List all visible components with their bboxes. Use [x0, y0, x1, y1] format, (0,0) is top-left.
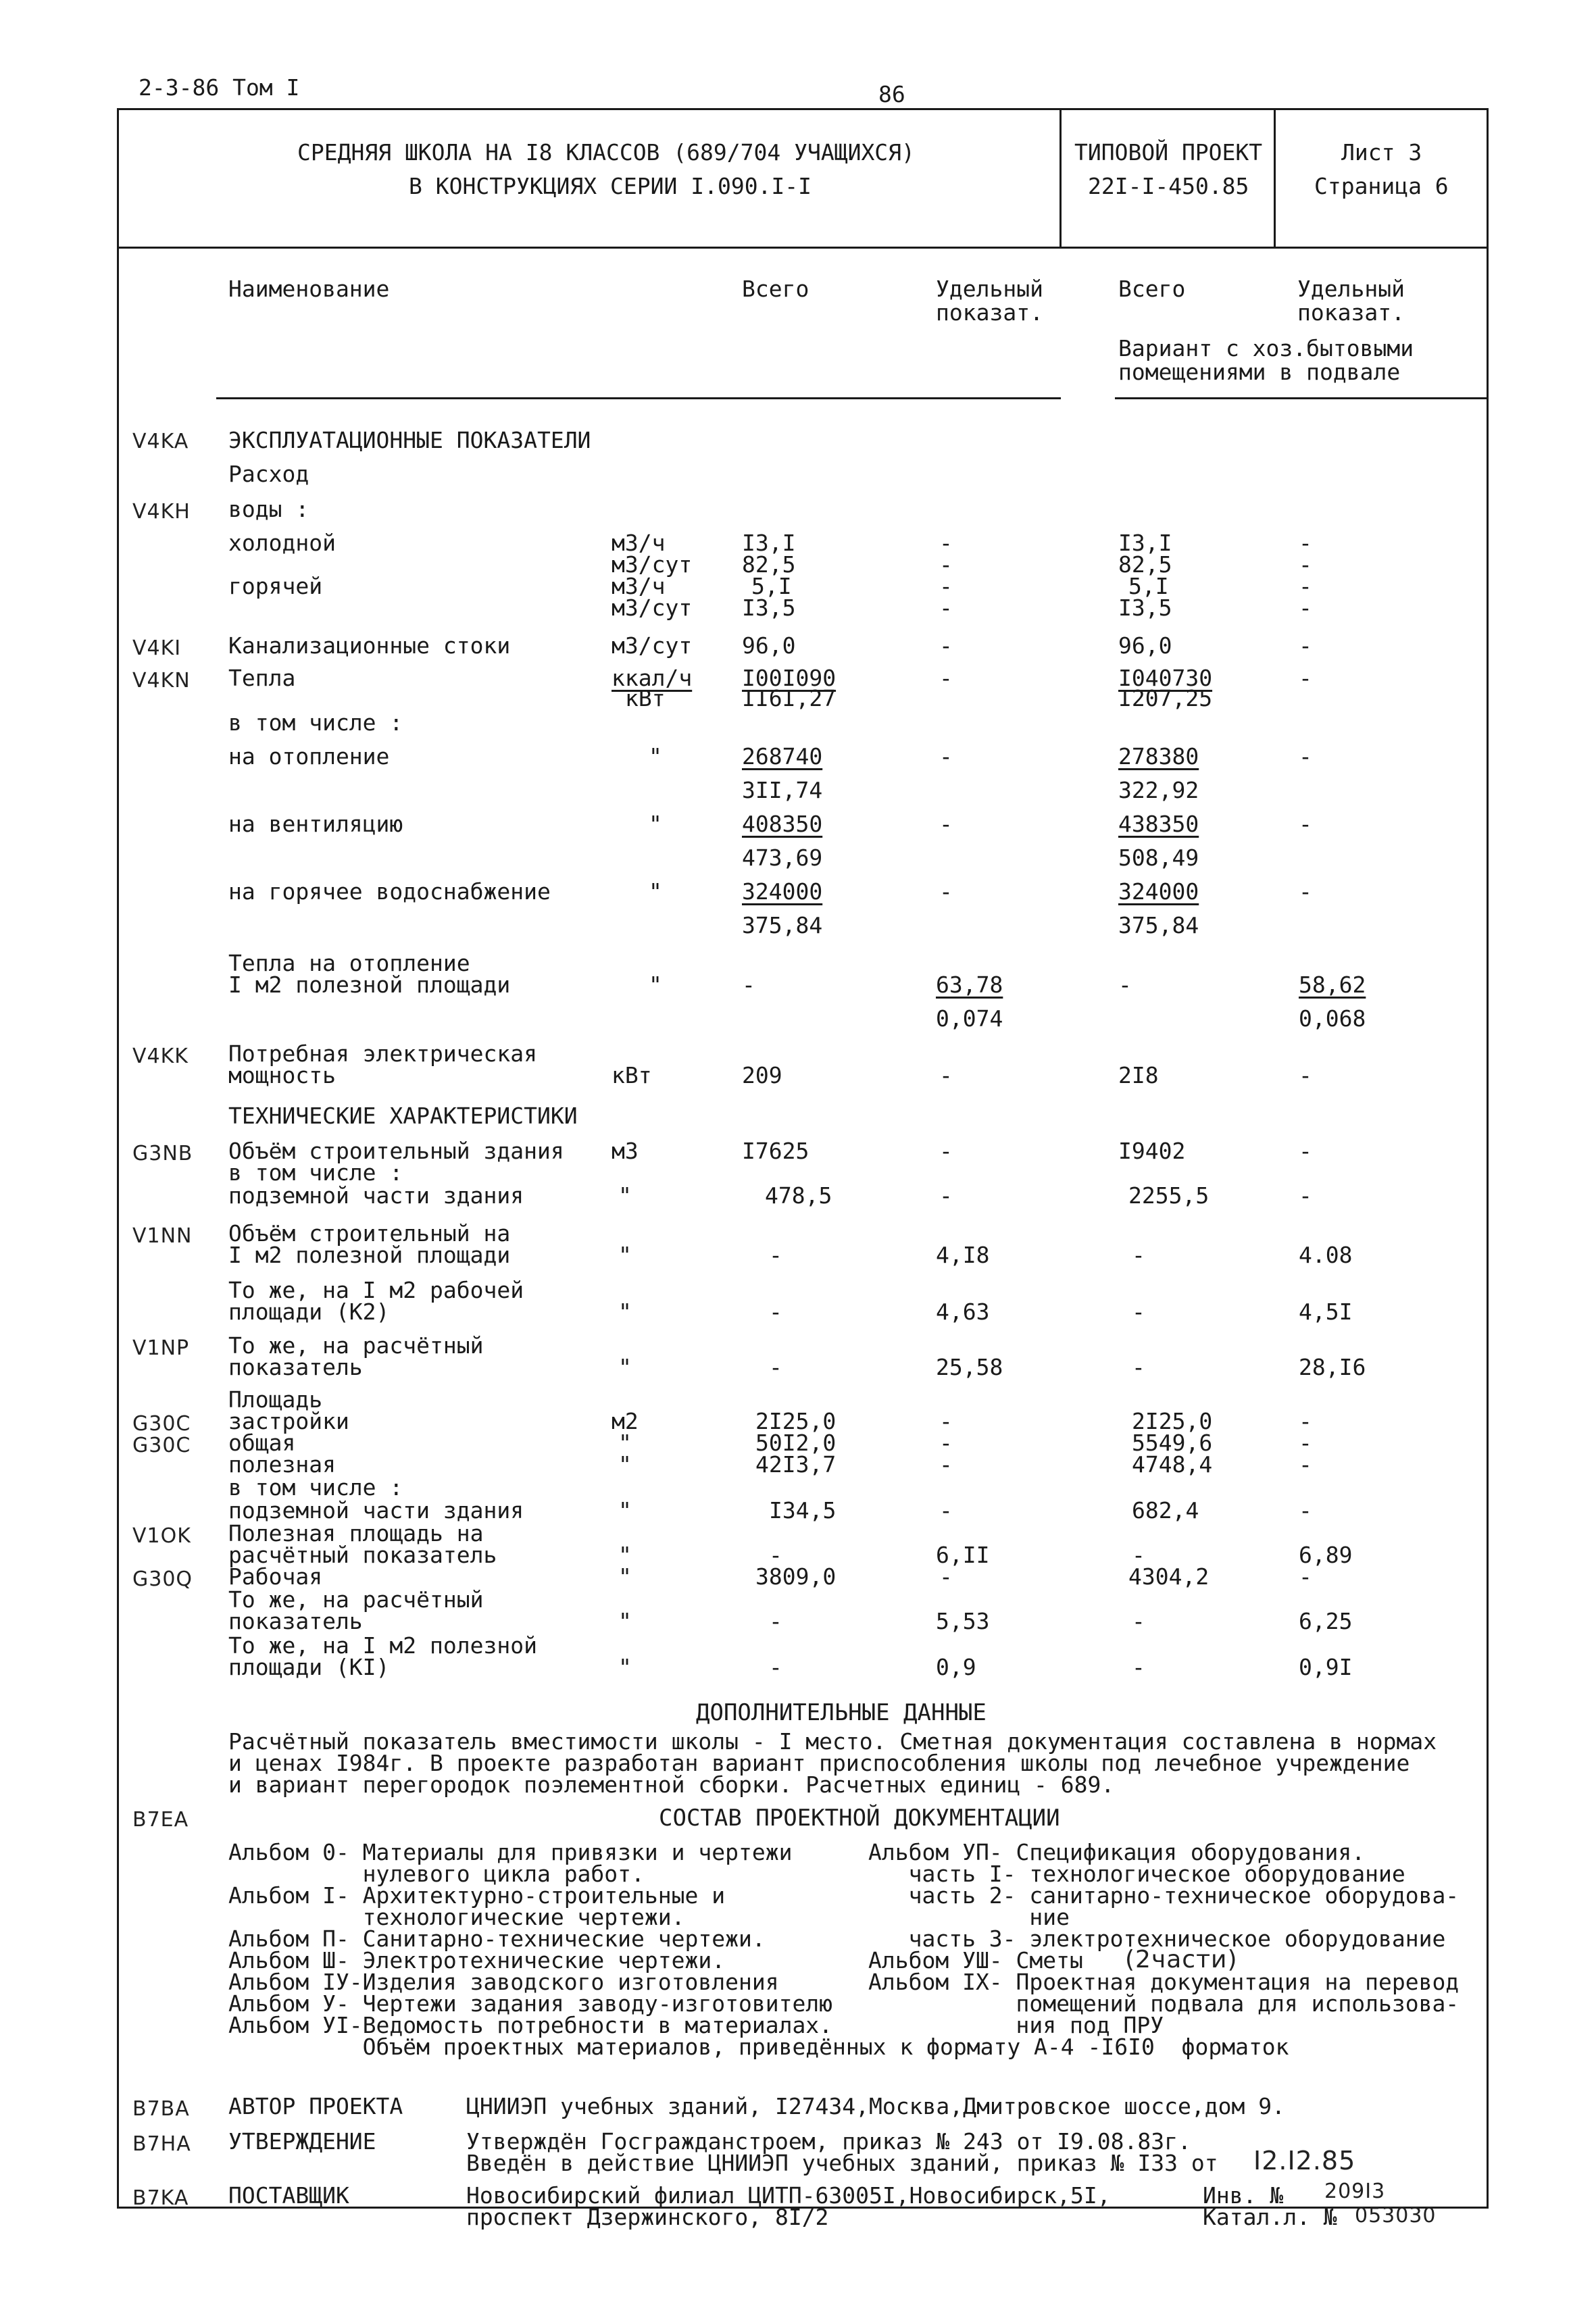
row-name: То же, на I м2 полезной — [228, 1632, 537, 1659]
row-unit: м3/сут — [612, 551, 693, 578]
row-code: V1OK — [132, 1524, 191, 1548]
row-total-1: 96,0 — [742, 632, 796, 659]
row-spec-1: 4,63 — [936, 1299, 990, 1325]
row-unit: " — [618, 1242, 632, 1268]
row-unit: " — [618, 1430, 632, 1456]
row-code: V4KI — [132, 636, 182, 660]
row-name-2: I м2 полезной площади — [228, 1242, 511, 1268]
row-code: V4KN — [132, 669, 191, 693]
row-spec-1: - — [939, 551, 953, 578]
row-total-2-b: I207,25 — [1118, 685, 1213, 711]
list-item: ние — [868, 1904, 1070, 1930]
sheet-label: Лист 3 — [1341, 139, 1422, 166]
row-spec-1: 63,78 — [936, 972, 1003, 998]
row-total-1-b: 3II,74 — [742, 777, 823, 803]
row-spec-2: 28,I6 — [1299, 1354, 1366, 1380]
row-name: на горячее водоснабжение — [228, 878, 551, 905]
row-name: Объём строительный на — [228, 1220, 511, 1247]
row-unit: " — [618, 1451, 632, 1478]
row-total-1: 2I25,0 — [755, 1408, 837, 1434]
row-spec-1: - — [939, 878, 953, 905]
row-total-1: 82,5 — [742, 551, 796, 578]
row-total-2: - — [1118, 972, 1132, 998]
row-unit: " — [618, 1654, 632, 1680]
row-name: на вентиляцию — [228, 811, 403, 837]
row-spec-1: - — [939, 743, 953, 770]
author-text: ЦНИИЭП учебных зданий, I27434,Москва,Дмитровское шоссе,дом 9. — [466, 2093, 1285, 2119]
header-spec-2-b: показат. — [1297, 299, 1405, 326]
row-name: горячей — [228, 573, 323, 599]
additional-line-3: и вариант перегородок поэлементной сборки. Расчетных единиц - 689. — [228, 1771, 1115, 1798]
composition-code: B7EA — [132, 1808, 189, 1832]
row-spec-2: 4.08 — [1299, 1242, 1353, 1268]
header-name: Наименование — [228, 276, 390, 302]
row-spec-1: 25,58 — [936, 1354, 1003, 1380]
row-name: Полезная площадь на — [228, 1520, 484, 1546]
list-item: часть 2- санитарно-техническое оборудова- — [868, 1882, 1460, 1909]
row-unit: м3/сут — [612, 632, 693, 659]
approval-date-handwritten: I2.I2.85 — [1253, 2146, 1356, 2175]
row-total-1: - — [769, 1299, 782, 1325]
row-total-1: 5,I — [751, 573, 792, 599]
project-number: 22I-I-450.85 — [1088, 173, 1249, 199]
row-total-2-b: 322,92 — [1118, 777, 1199, 803]
row-total-1: 42I3,7 — [755, 1451, 837, 1478]
row-spec-1: 6,II — [936, 1542, 990, 1568]
approval-line-1: Утверждён Госгражданстроем, приказ № 243 от I9.08.83г. — [466, 2128, 1191, 2155]
row-total-1: - — [769, 1608, 782, 1634]
row-unit: " — [618, 1182, 632, 1209]
list-item: технологические чертежи. — [228, 1904, 685, 1930]
row-name: подземной части здания — [228, 1182, 524, 1209]
row-total-1: - — [769, 1242, 782, 1268]
row-total-1: - — [742, 972, 755, 998]
list-item: Альбом IУ-Изделия заводского изготовления — [228, 1969, 779, 1995]
header-total-1: Всего — [742, 276, 809, 302]
row-unit: м3/ч — [612, 530, 666, 556]
doc-title-line2: В КОНСТРУКЦИЯХ СЕРИИ I.090.I-I — [409, 173, 812, 199]
row-unit: ккал/ч — [612, 665, 693, 691]
row-total-2: I040730 — [1118, 665, 1213, 691]
list-item: помещений подвала для использова- — [868, 1990, 1460, 2017]
row-unit: " — [618, 1542, 632, 1568]
list-item: часть 3- электротехническое оборудование — [868, 1926, 1446, 1952]
header-rule-left — [216, 397, 1061, 399]
list-item: Объём проектных материалов, приведённых к формату А-4 -I6I0 форматок — [228, 2034, 1289, 2060]
row-total-1: I3,5 — [742, 595, 796, 621]
header-spec-1-b: показат. — [936, 299, 1043, 326]
row-total-1: 50I2,0 — [755, 1430, 837, 1456]
row-spec-2: - — [1299, 1062, 1312, 1088]
row-total-2: I3,I — [1118, 530, 1172, 556]
row-total-2: - — [1132, 1608, 1145, 1634]
row-spec-1: - — [939, 1182, 953, 1209]
list-item: Альбом УI-Ведомость потребности в материалах. — [228, 2012, 833, 2038]
list-item: Альбом I- Архитектурно-строительные и — [228, 1882, 726, 1909]
row-unit: м3/ч — [612, 573, 666, 599]
list-item: Альбом 0- Материалы для привязки и чертежи — [228, 1839, 793, 1865]
row-name-2: площади (K2) — [228, 1299, 390, 1325]
row-total-1: 268740 — [742, 743, 823, 770]
row-name: То же, на расчётный — [228, 1332, 484, 1359]
header-variant-a: Вариант с хоз.бытовыми — [1118, 335, 1414, 361]
list-item: часть I- технологическое оборудование — [868, 1861, 1405, 1887]
row-unit: кВт — [612, 1062, 652, 1088]
row-spec-1: - — [939, 1563, 953, 1590]
row-total-2: 2I8 — [1118, 1062, 1159, 1088]
row-spec-2: - — [1299, 878, 1312, 905]
row-spec-2: - — [1299, 1563, 1312, 1590]
row-spec-2: - — [1299, 595, 1312, 621]
row-total-2: 324000 — [1118, 878, 1199, 905]
row-total-2: I9402 — [1118, 1138, 1186, 1164]
row-name: То же, на расчётный — [228, 1586, 484, 1613]
row-total-2-b: 375,84 — [1118, 912, 1199, 938]
row-total-1-b: II6I,27 — [742, 685, 837, 711]
row-unit: " — [618, 1354, 632, 1380]
row-spec-2: - — [1299, 811, 1312, 837]
row-spec-1: - — [939, 1408, 953, 1434]
catalog-label: Катал.л. № — [1203, 2204, 1337, 2230]
row-unit: " — [649, 811, 662, 837]
additional-line-2: и ценах I984г. В проекте разработан вариант приспособления школы под лечебное учреждение — [228, 1750, 1410, 1776]
row-code: V4KK — [132, 1045, 189, 1068]
row-total-2: 438350 — [1118, 811, 1199, 837]
row-spec-2: - — [1299, 743, 1312, 770]
row-name: в том числе : — [228, 709, 403, 736]
row-spec-1: - — [939, 632, 953, 659]
row-unit-2: кВт — [625, 685, 666, 711]
author-code: B7BA — [132, 2097, 190, 2121]
row-name-2: расчётный показатель — [228, 1542, 497, 1568]
row-spec-1: - — [939, 1062, 953, 1088]
row-name: Тепла — [228, 665, 296, 691]
list-item: Альбом Ш- Электротехнические чертежи. — [228, 1947, 726, 1973]
row-total-2: I3,5 — [1118, 595, 1172, 621]
row-name-2: I м2 полезной площади — [228, 972, 511, 998]
row-total-1: 478,5 — [765, 1182, 832, 1209]
supplier-code: B7KA — [132, 2186, 189, 2210]
row-spec-2: - — [1299, 1497, 1312, 1524]
row-spec-2: - — [1299, 665, 1312, 691]
page-label: Страница 6 — [1314, 173, 1449, 199]
additional-line-1: Расчётный показатель вместимости школы - I место. Сметная документация составлена в нормах — [228, 1728, 1437, 1755]
row-name: воды : — [228, 496, 309, 522]
row-unit: м2 — [612, 1408, 639, 1434]
inventory-number: 209I3 — [1324, 2180, 1386, 2203]
row-name: в том числе : — [228, 1159, 403, 1186]
row-total-2: 96,0 — [1118, 632, 1172, 659]
row-spec-2-b: 0,068 — [1299, 1005, 1366, 1032]
row-total-1-b: 375,84 — [742, 912, 823, 938]
row-name: полезная — [228, 1451, 336, 1478]
row-spec-2: - — [1299, 551, 1312, 578]
row-unit: " — [618, 1497, 632, 1524]
approval-line-2: Введён в действие ЦНИИЭП учебных зданий, приказ № I33 от — [466, 2150, 1218, 2176]
row-name: Объём строительный здания — [228, 1138, 564, 1164]
project-label: ТИПОВОЙ ПРОЕКТ — [1074, 139, 1263, 166]
row-total-2: 5549,6 — [1132, 1430, 1213, 1456]
approval-code: B7HA — [132, 2132, 191, 2156]
row-total-2: - — [1132, 1654, 1145, 1680]
additional-heading: ДОПОЛНИТЕЛЬНЫЕ ДАННЫЕ — [696, 1699, 987, 1726]
handwritten-note: (2части) — [1125, 1946, 1238, 1973]
row-total-2: 82,5 — [1118, 551, 1172, 578]
row-code: G3NB — [132, 1142, 193, 1165]
row-code: V4KA — [132, 430, 189, 453]
list-item: Альбом УП- Спецификация оборудования. — [868, 1839, 1366, 1865]
row-unit: м3/сут — [612, 595, 693, 621]
row-name: Расход — [228, 461, 309, 487]
supplier-line-1: Новосибирский филиал ЦИТП-63005I,Новосибирск,5I, — [466, 2182, 1111, 2209]
row-total-1: - — [769, 1654, 782, 1680]
row-spec-2: - — [1299, 1138, 1312, 1164]
row-total-1: I00I090 — [742, 665, 837, 691]
header-total-2: Всего — [1118, 276, 1186, 302]
row-total-2: 2I25,0 — [1132, 1408, 1213, 1434]
supplier-line-2: проспект Дзержинского, 8I/2 — [466, 2204, 829, 2230]
row-total-1-b: 473,69 — [742, 845, 823, 871]
row-spec-2: - — [1299, 573, 1312, 599]
row-unit: " — [649, 743, 662, 770]
header-spec-1-a: Удельный — [936, 276, 1043, 302]
row-spec-1-b: 0,074 — [936, 1005, 1003, 1032]
row-total-2: 682,4 — [1132, 1497, 1199, 1524]
header-variant-b: помещениями в подвале — [1118, 359, 1401, 385]
row-unit: " — [618, 1299, 632, 1325]
row-name: То же, на I м2 рабочей — [228, 1277, 524, 1303]
supplier-label: ПОСТАВЩИК — [228, 2182, 349, 2209]
row-total-1: - — [769, 1542, 782, 1568]
row-spec-1: 0,9 — [936, 1654, 976, 1680]
row-spec-1: - — [939, 1138, 953, 1164]
row-spec-2: - — [1299, 530, 1312, 556]
composition-heading: СОСТАВ ПРОЕКТНОЙ ДОКУМЕНТАЦИИ — [659, 1805, 1060, 1832]
row-name: в том числе : — [228, 1474, 403, 1501]
row-unit: м3 — [612, 1138, 639, 1164]
list-item: нулевого цикла работ. — [228, 1861, 645, 1887]
row-total-2: 278380 — [1118, 743, 1199, 770]
row-name-2: мощность — [228, 1062, 336, 1088]
row-name-2: площади (KI) — [228, 1654, 390, 1680]
row-spec-1: - — [939, 595, 953, 621]
row-total-1: I3,I — [742, 530, 796, 556]
header-rule-right — [1115, 397, 1488, 399]
row-name: общая — [228, 1430, 296, 1456]
row-spec-2: - — [1299, 1408, 1312, 1434]
row-spec-1: - — [939, 665, 953, 691]
row-spec-2: 0,9I — [1299, 1654, 1353, 1680]
row-total-2: - — [1132, 1542, 1145, 1568]
row-spec-1: - — [939, 1430, 953, 1456]
row-total-2: - — [1132, 1354, 1145, 1380]
row-spec-1: - — [939, 811, 953, 837]
section-heading: ТЕХНИЧЕСКИЕ ХАРАКТЕРИСТИКИ — [228, 1103, 578, 1129]
row-spec-1: - — [939, 1451, 953, 1478]
row-name-2: показатель — [228, 1608, 363, 1634]
row-code: G30Q — [132, 1567, 193, 1591]
row-spec-1: 5,53 — [936, 1608, 990, 1634]
row-spec-2: 6,89 — [1299, 1542, 1353, 1568]
row-name: Площадь — [228, 1386, 323, 1413]
row-name: Канализационные стоки — [228, 632, 511, 659]
section-heading: ЭКСПЛУАТАЦИОННЫЕ ПОКАЗАТЕЛИ — [228, 427, 591, 453]
list-item: Альбом IX- Проектная документация на перевод — [868, 1969, 1460, 1995]
row-name: подземной части здания — [228, 1497, 524, 1524]
row-spec-2: - — [1299, 1182, 1312, 1209]
approval-label: УТВЕРЖДЕНИЕ — [228, 2128, 376, 2155]
row-total-1: 3809,0 — [755, 1563, 837, 1590]
row-total-1: - — [769, 1354, 782, 1380]
row-name: на отопление — [228, 743, 390, 770]
row-code: G30C — [132, 1434, 191, 1457]
row-spec-1: - — [939, 1497, 953, 1524]
row-spec-2: 6,25 — [1299, 1608, 1353, 1634]
row-name-2: показатель — [228, 1354, 363, 1380]
row-spec-1: - — [939, 573, 953, 599]
row-total-1: 324000 — [742, 878, 823, 905]
page-number: 86 — [878, 81, 905, 107]
volume-ref: 2-3-86 Том I — [139, 74, 300, 101]
row-total-2: - — [1132, 1242, 1145, 1268]
row-total-1: 209 — [742, 1062, 782, 1088]
row-spec-2: - — [1299, 1451, 1312, 1478]
row-total-1: I34,5 — [769, 1497, 837, 1524]
row-total-2: 4748,4 — [1132, 1451, 1213, 1478]
row-unit: " — [649, 878, 662, 905]
row-unit: " — [649, 972, 662, 998]
row-code: V1NN — [132, 1224, 193, 1248]
author-label: АВТОР ПРОЕКТА — [228, 2093, 403, 2119]
row-total-2-b: 508,49 — [1118, 845, 1199, 871]
row-total-2: - — [1132, 1299, 1145, 1325]
list-item: Альбом У- Чертежи задания заводу-изготовителю — [228, 1990, 833, 2017]
row-spec-1: 4,I8 — [936, 1242, 990, 1268]
row-spec-2: 4,5I — [1299, 1299, 1353, 1325]
row-name: холодной — [228, 530, 336, 556]
row-unit: " — [618, 1608, 632, 1634]
list-item: Альбом УШ- Сметы — [868, 1947, 1083, 1973]
row-unit: " — [618, 1563, 632, 1590]
row-name: Тепла на отопление — [228, 950, 470, 976]
row-code: G30C — [132, 1412, 191, 1436]
row-spec-1: - — [939, 530, 953, 556]
row-name: Рабочая — [228, 1563, 323, 1590]
inventory-label: Инв. № — [1203, 2182, 1284, 2209]
catalog-number: 053030 — [1355, 2204, 1437, 2228]
row-spec-2: - — [1299, 632, 1312, 659]
row-total-2: 5,I — [1128, 573, 1169, 599]
list-item: ния под ПРУ — [868, 2012, 1164, 2038]
row-name: застройки — [228, 1408, 349, 1434]
row-code: V4KH — [132, 500, 191, 524]
row-spec-2: - — [1299, 1430, 1312, 1456]
row-spec-2: 58,62 — [1299, 972, 1366, 998]
list-item: Альбом П- Санитарно-технические чертежи. — [228, 1926, 766, 1952]
row-total-2: 2255,5 — [1128, 1182, 1210, 1209]
row-total-1: 408350 — [742, 811, 823, 837]
row-code: V1NP — [132, 1336, 190, 1360]
row-total-1: I7625 — [742, 1138, 809, 1164]
header-spec-2-a: Удельный — [1297, 276, 1405, 302]
row-name: Потребная электрическая — [228, 1040, 537, 1067]
doc-title-line1: СРЕДНЯЯ ШКОЛА НА I8 КЛАССОВ (689/704 УЧАЩИХСЯ) — [297, 139, 915, 166]
row-total-2: 4304,2 — [1128, 1563, 1210, 1590]
